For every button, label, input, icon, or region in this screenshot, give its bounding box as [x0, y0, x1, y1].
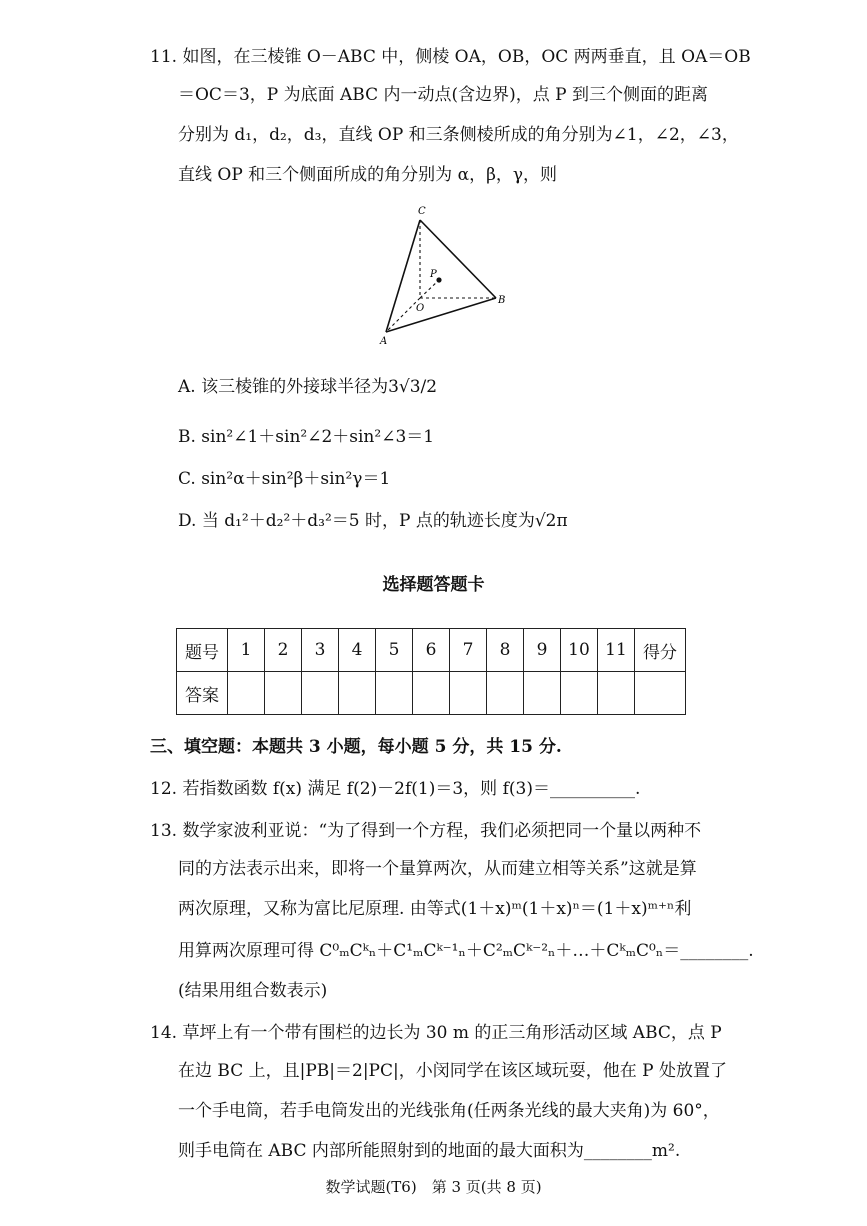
- question-number: 10: [561, 629, 598, 672]
- answer-cell[interactable]: [265, 672, 302, 715]
- question-number: 1: [228, 629, 265, 672]
- q14-line-1: 14. 草坪上有一个带有围栏的边长为 30 m 的正三角形活动区域 ABC，点 P: [150, 1023, 722, 1043]
- q13-line-2: 同的方法表示出来，即将一个量算两次，从而建立相等关系”这就是算: [178, 859, 697, 879]
- question-number: 2: [265, 629, 302, 672]
- q11-option-d: D. 当 d₁²＋d₂²＋d₃²＝5 时，P 点的轨迹长度为√2π: [178, 511, 568, 531]
- label-b: B: [498, 295, 506, 306]
- question-number: 3: [302, 629, 339, 672]
- score-cell[interactable]: [635, 672, 686, 715]
- section-3-title: 三、填空题：本题共 3 小题，每小题 5 分，共 15 分.: [150, 737, 562, 757]
- q11-line-1: 11. 如图，在三棱锥 O－ABC 中，侧棱 OA，OB，OC 两两垂直，且 OA＝OB: [150, 47, 751, 67]
- question-number: 9: [524, 629, 561, 672]
- question-number: 5: [376, 629, 413, 672]
- answer-card-answer-row: [177, 672, 686, 715]
- q12-text: 12. 若指数函数 f(x) 满足 f(2)－2f(1)＝3，则 f(3)＝__________.: [150, 779, 641, 799]
- header-label: 题号: [177, 629, 228, 672]
- q13-line-5: (结果用组合数表示): [178, 981, 328, 1001]
- question-number: 7: [450, 629, 487, 672]
- score-label: 得分: [635, 629, 686, 672]
- answer-card-table: [176, 628, 686, 715]
- q11-option-c: C. sin²α＋sin²β＋sin²γ＝1: [178, 469, 391, 489]
- q13-line-1: 13. 数学家波利亚说：“为了得到一个方程，我们必须把同一个量以两种不: [150, 821, 702, 841]
- q11-option-b: B. sin²∠1＋sin²∠2＋sin²∠3＝1: [178, 427, 435, 447]
- q11-option-a: A. 该三棱锥的外接球半径为3√3/2: [178, 377, 438, 397]
- q13-line-4: 用算两次原理可得 C⁰ₘCᵏₙ＋C¹ₘCᵏ⁻¹ₙ＋C²ₘCᵏ⁻²ₙ＋…＋CᵏₘC⁰ₙ＝________.: [178, 941, 754, 961]
- q14-line-3: 一个手电筒，若手电筒发出的光线张角(任两条光线的最大夹角)为 60°，: [178, 1101, 720, 1121]
- answer-card-header-row: [177, 629, 686, 672]
- label-o: O: [416, 303, 425, 314]
- label-a: A: [380, 336, 388, 347]
- answer-cell[interactable]: [598, 672, 635, 715]
- answer-cell[interactable]: [376, 672, 413, 715]
- q14-line-4: 则手电筒在 ABC 内部所能照射到的地面的最大面积为________m².: [178, 1141, 681, 1161]
- q13-line-3: 两次原理，又称为富比尼原理. 由等式(1＋x)ᵐ(1＋x)ⁿ＝(1＋x)ᵐ⁺ⁿ利: [178, 899, 692, 919]
- label-c: C: [418, 206, 426, 217]
- question-number: 4: [339, 629, 376, 672]
- question-number: 6: [413, 629, 450, 672]
- answer-cell[interactable]: [228, 672, 265, 715]
- label-p: P: [430, 269, 437, 280]
- question-number: 11: [598, 629, 635, 672]
- q14-line-2: 在边 BC 上，且|PB|＝2|PC|，小闵同学在该区域玩耍，他在 P 处放置了: [178, 1061, 727, 1081]
- answer-cell[interactable]: [524, 672, 561, 715]
- answer-cell[interactable]: [302, 672, 339, 715]
- q11-line-4: 直线 OP 和三个侧面所成的角分别为 α，β，γ，则: [178, 165, 558, 185]
- answer-cell[interactable]: [413, 672, 450, 715]
- question-number: 8: [487, 629, 524, 672]
- tetrahedron-figure: [376, 200, 516, 350]
- answer-cell[interactable]: [339, 672, 376, 715]
- answer-cell[interactable]: [561, 672, 598, 715]
- answer-cell[interactable]: [487, 672, 524, 715]
- page-footer: 数学试题(T6) 第 3 页(共 8 页): [325, 1178, 542, 1196]
- answer-label: 答案: [177, 672, 228, 715]
- q11-line-2: ＝OC＝3，P 为底面 ABC 内一动点(含边界)，点 P 到三个侧面的距离: [178, 85, 709, 105]
- answer-card-title: 选择题答题卡: [382, 575, 485, 595]
- q11-line-3: 分别为 d₁，d₂，d₃，直线 OP 和三条侧棱所成的角分别为∠1，∠2，∠3，: [178, 125, 739, 145]
- answer-cell[interactable]: [450, 672, 487, 715]
